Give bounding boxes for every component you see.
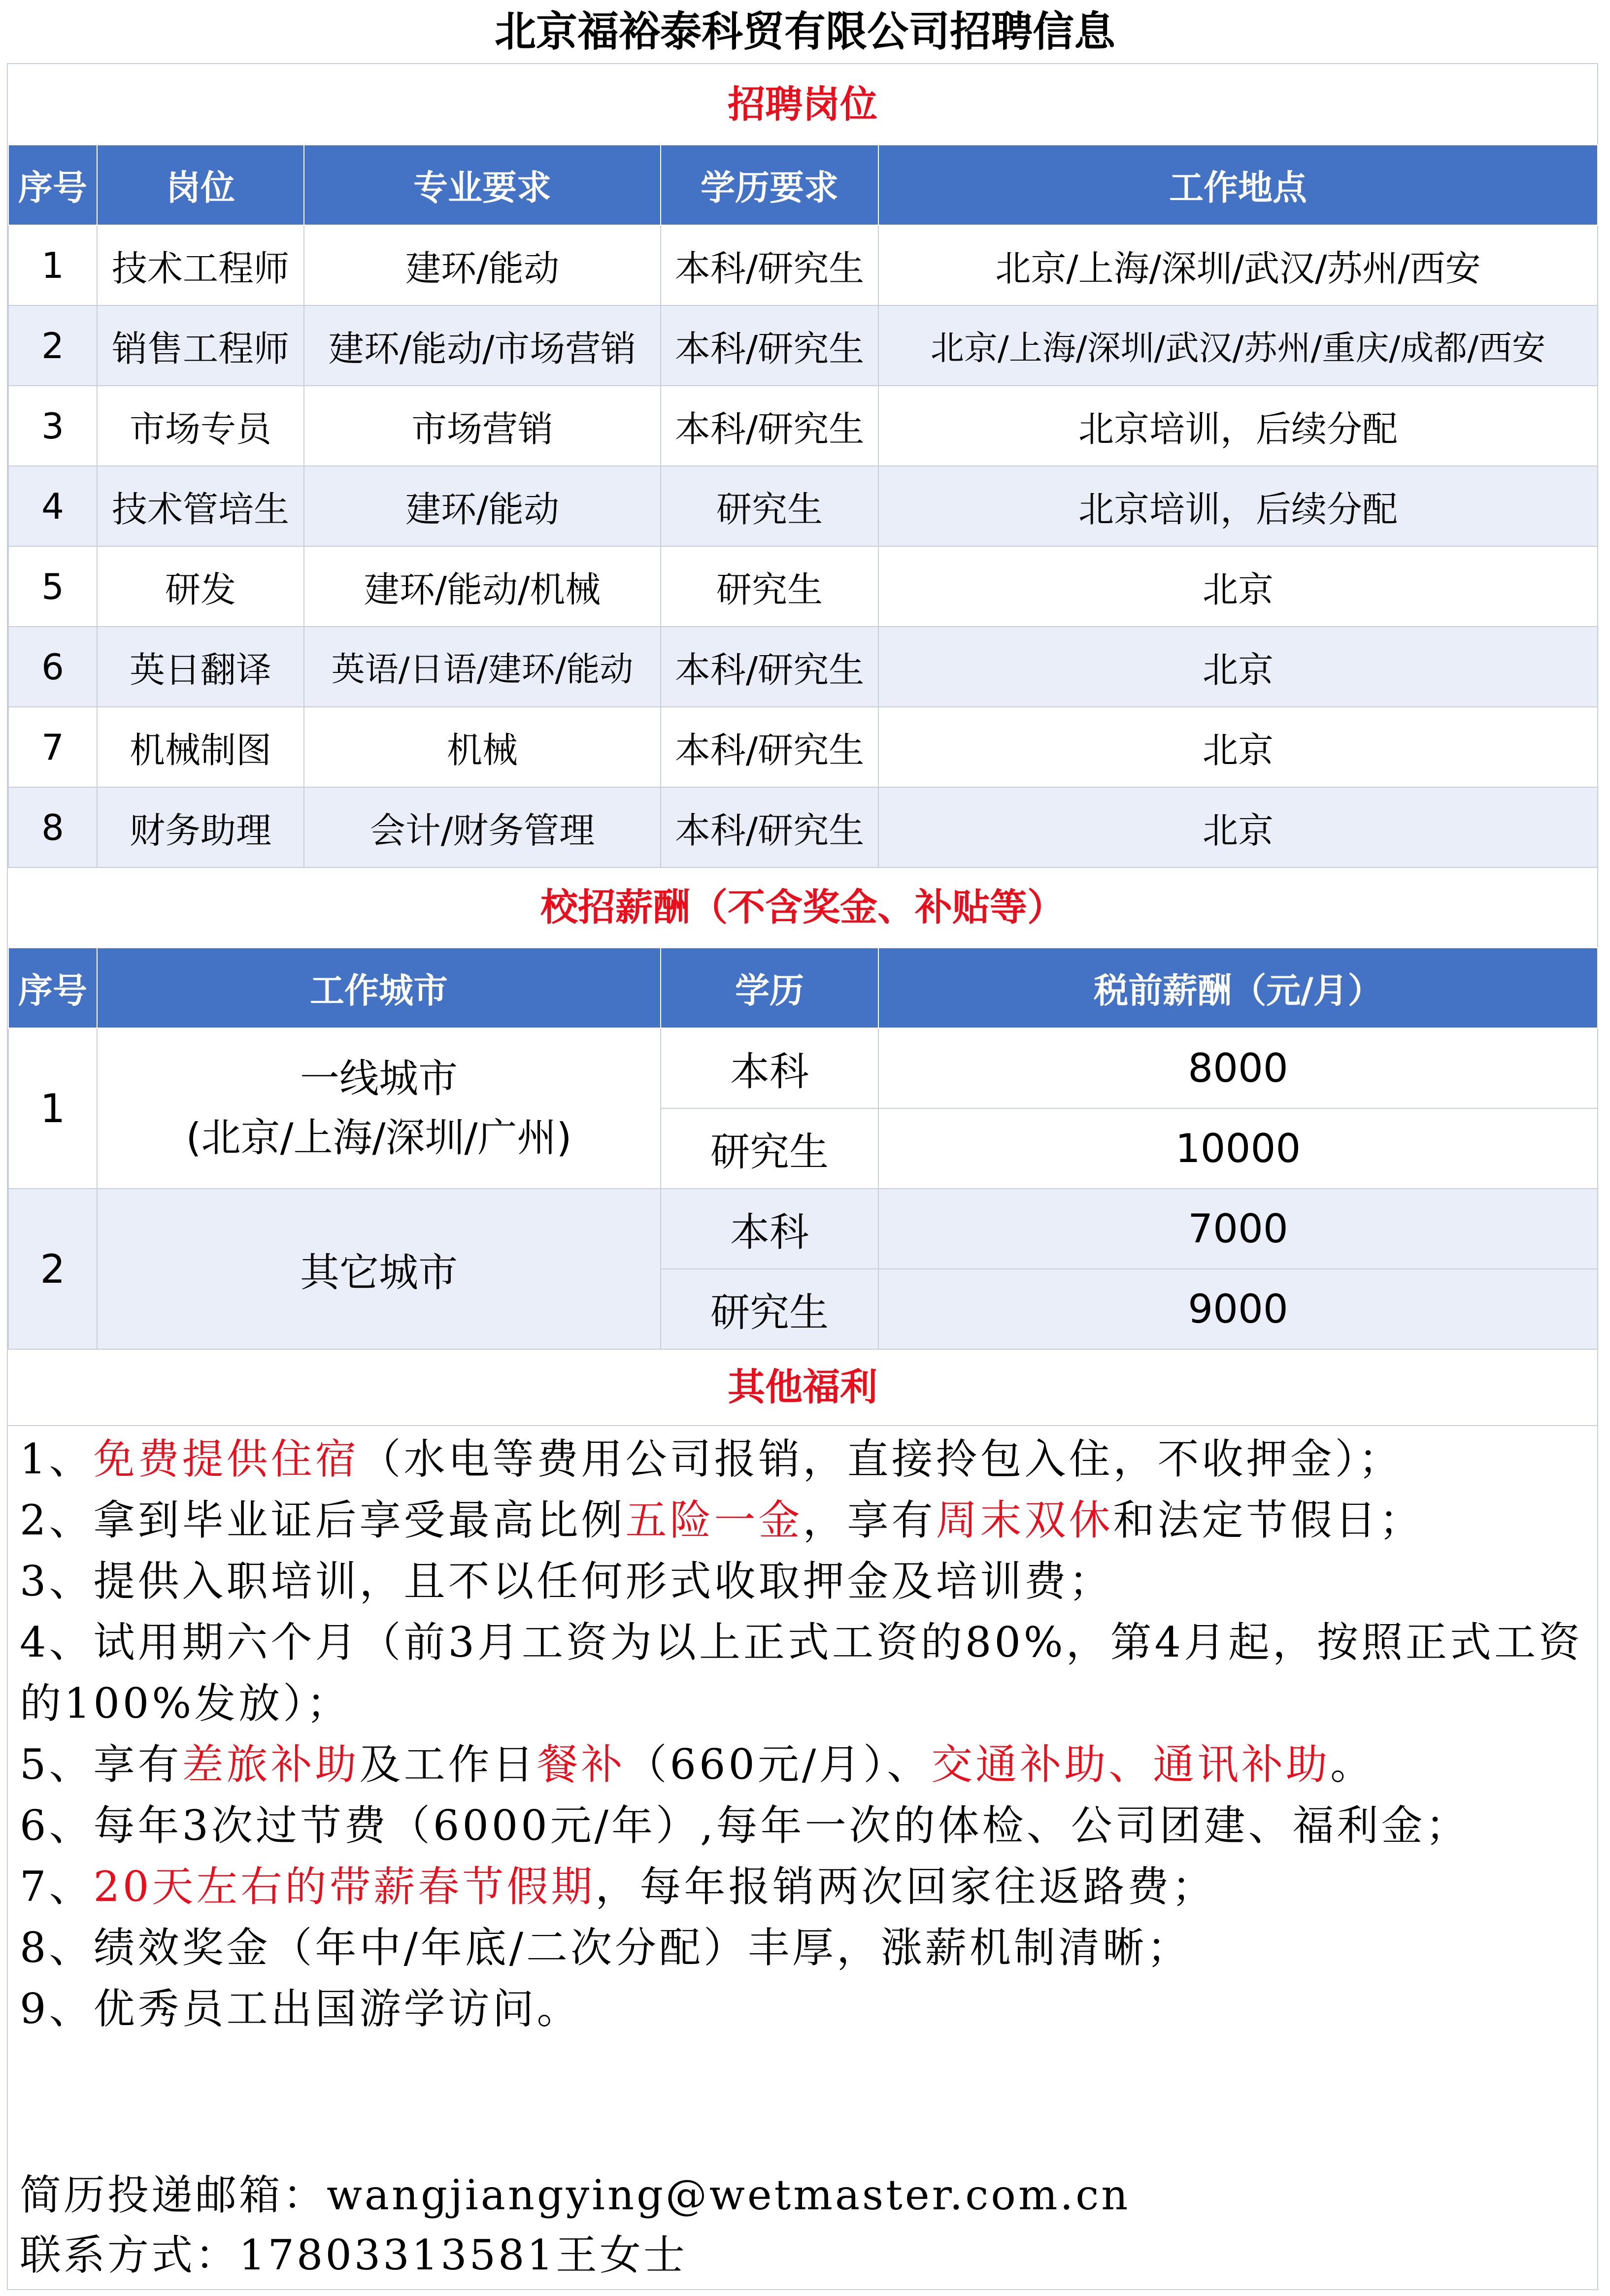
cell-education: 本科/研究生 — [661, 707, 878, 787]
cell-major: 建环/能动/市场营销 — [304, 305, 661, 386]
salary-header-row — [8, 948, 1598, 1028]
table-row — [8, 787, 1598, 867]
cell-major: 建环/能动 — [304, 466, 661, 546]
cell-index: 4 — [8, 466, 97, 546]
cell-education: 本科/研究生 — [661, 386, 878, 466]
cell-city — [97, 1028, 661, 1189]
table-row — [8, 466, 1598, 546]
cell-education: 本科/研究生 — [661, 627, 878, 707]
cell-position: 技术管培生 — [97, 466, 304, 546]
salary-heading: 校招薪酬（不含奖金、补贴等） — [540, 885, 1065, 929]
city-name: 一线城市 — [300, 1056, 458, 1101]
cell-index: 7 — [8, 707, 97, 787]
cell-index: 5 — [8, 546, 97, 627]
table-row — [8, 225, 1598, 305]
benefit-item-5: 5、享有差旅补助及工作日餐补（660元/月）、交通补助、通讯补助。 — [20, 1740, 1375, 1789]
benefit-item-7: 7、20天左右的带薪春节假期，每年报销两次回家往返路费； — [20, 1863, 1216, 1911]
cell-education: 研究生 — [661, 546, 878, 627]
cell-pay: 9000 — [878, 1269, 1598, 1349]
phone-line: 联系方式：17803313581王女士 — [20, 2231, 687, 2279]
cell-location: 北京 — [878, 546, 1598, 627]
table-row — [8, 1028, 1598, 1108]
cell-city — [97, 1189, 661, 1349]
cell-education: 本科/研究生 — [661, 787, 878, 867]
cell-location: 北京培训，后续分配 — [878, 466, 1598, 546]
benefit-item-8: 8、绩效奖金（年中/年底/二次分配）丰厚，涨薪机制清晰； — [20, 1924, 1192, 1972]
table-row — [8, 707, 1598, 787]
cell-location: 北京 — [878, 627, 1598, 707]
cell-location: 北京培训，后续分配 — [878, 386, 1598, 466]
cell-pay: 7000 — [878, 1189, 1598, 1269]
section-divider — [8, 1425, 1597, 1426]
cell-location: 北京 — [878, 707, 1598, 787]
cell-position: 财务助理 — [97, 787, 304, 867]
cell-education: 研究生 — [661, 466, 878, 546]
cell-position: 机械制图 — [97, 707, 304, 787]
email-line: 简历投递邮箱：wangjiangying@wetmaster.com.cn — [20, 2171, 1131, 2219]
recruitment-sheet — [7, 63, 1598, 2290]
cell-major: 机械 — [304, 707, 661, 787]
cell-degree: 本科 — [661, 1189, 878, 1269]
city-name: 其它城市 — [300, 1249, 458, 1296]
col-header-index: 序号 — [8, 948, 97, 1028]
cell-position: 技术工程师 — [97, 225, 304, 305]
cell-index: 3 — [8, 386, 97, 466]
benefit-item-6: 6、每年3次过节费（6000元/年）,每年一次的体检、公司团建、福利金； — [20, 1801, 1470, 1850]
email-address[interactable]: wangjiangying@wetmaster.com.cn — [327, 2171, 1131, 2219]
positions-heading: 招聘岗位 — [728, 82, 877, 126]
benefit-item-1: 1、免费提供住宿（水电等费用公司报销，直接拎包入住，不收押金）； — [20, 1435, 1403, 1483]
positions-header-row — [8, 145, 1598, 225]
city-list: (北京/上海/深圳/广州) — [186, 1115, 572, 1161]
col-header-position: 岗位 — [97, 145, 304, 225]
salary-table — [8, 947, 1598, 1350]
cell-location: 北京 — [878, 787, 1598, 867]
col-header-location: 工作地点 — [878, 145, 1598, 225]
benefit-item-9: 9、优秀员工出国游学访问。 — [20, 1985, 581, 2033]
table-row — [8, 546, 1598, 627]
col-header-index: 序号 — [8, 145, 97, 225]
table-row — [8, 386, 1598, 466]
col-header-pay: 税前薪酬（元/月） — [878, 948, 1598, 1028]
positions-table — [8, 144, 1598, 868]
phone-number: 17803313581王女士 — [239, 2231, 687, 2279]
col-header-degree: 学历 — [661, 948, 878, 1028]
cell-major: 英语/日语/建环/能动 — [304, 627, 661, 707]
contact-block — [20, 2165, 1591, 2285]
benefit-item-2: 2、拿到毕业证后享受最高比例五险一金，享有周末双休和法定节假日； — [20, 1496, 1424, 1544]
cell-degree: 研究生 — [661, 1108, 878, 1189]
cell-education: 本科/研究生 — [661, 225, 878, 305]
cell-degree: 本科 — [661, 1028, 878, 1108]
cell-major: 建环/能动/机械 — [304, 546, 661, 627]
table-row — [8, 1189, 1598, 1269]
cell-position: 研发 — [97, 546, 304, 627]
benefit-item-4: 4、试用期六个月（前3月工资为以上正式工资的80%，第4月起，按照正式工资的100%发放）； — [20, 1618, 1583, 1728]
col-header-education: 学历要求 — [661, 145, 878, 225]
table-row — [8, 305, 1598, 386]
cell-location: 北京/上海/深圳/武汉/苏州/西安 — [878, 225, 1598, 305]
cell-index: 2 — [8, 1189, 97, 1349]
cell-position: 英日翻译 — [97, 627, 304, 707]
cell-index: 1 — [8, 225, 97, 305]
cell-index: 8 — [8, 787, 97, 867]
cell-position: 市场专员 — [97, 386, 304, 466]
cell-position: 销售工程师 — [97, 305, 304, 386]
table-row — [8, 627, 1598, 707]
cell-degree: 研究生 — [661, 1269, 878, 1349]
cell-index: 1 — [8, 1028, 97, 1189]
page-title: 北京福裕泰科贸有限公司招聘信息 — [494, 7, 1115, 56]
col-header-major: 专业要求 — [304, 145, 661, 225]
cell-index: 6 — [8, 627, 97, 707]
cell-location: 北京/上海/深圳/武汉/苏州/重庆/成都/西安 — [878, 305, 1598, 386]
cell-pay: 8000 — [878, 1028, 1598, 1108]
col-header-city: 工作城市 — [97, 948, 661, 1028]
cell-major: 市场营销 — [304, 386, 661, 466]
cell-education: 本科/研究生 — [661, 305, 878, 386]
benefit-item-3: 3、提供入职培训，且不以任何形式收取押金及培训费； — [20, 1557, 1113, 1605]
cell-major: 建环/能动 — [304, 225, 661, 305]
cell-major: 会计/财务管理 — [304, 787, 661, 867]
benefits-heading: 其他福利 — [728, 1365, 877, 1409]
cell-index: 2 — [8, 305, 97, 386]
cell-pay: 10000 — [878, 1108, 1598, 1189]
benefits-list — [20, 1429, 1591, 2039]
